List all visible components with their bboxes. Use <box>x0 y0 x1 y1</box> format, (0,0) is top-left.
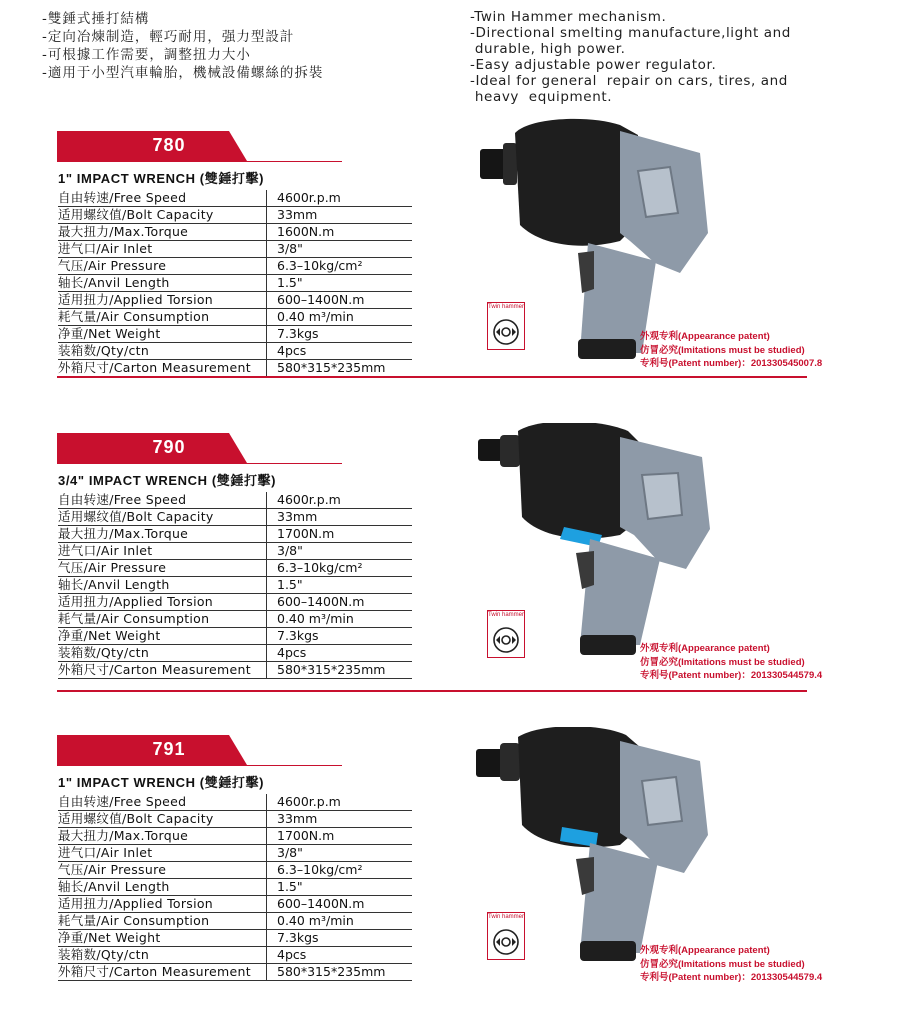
spec-value: 0.40 m³/min <box>267 913 413 930</box>
spec-label: 轴长/Anvil Length <box>58 879 267 896</box>
spec-value: 3/8" <box>267 845 413 862</box>
twin-hammer-badge <box>487 912 525 960</box>
table-row <box>58 811 412 828</box>
spec-value: 4600r.p.m <box>267 190 413 207</box>
spec-value: 4600r.p.m <box>267 794 413 811</box>
table-row <box>58 577 412 594</box>
twin-hammer-badge <box>487 610 525 658</box>
spec-label: 装箱数/Qty/ctn <box>58 947 267 964</box>
feature-en-2: -Directional smelting manufacture,light and <box>470 25 791 41</box>
spec-value: 4600r.p.m <box>267 492 413 509</box>
spec-label: 净重/Net Weight <box>58 930 267 947</box>
spec-value: 1.5" <box>267 275 413 292</box>
patent-info <box>640 642 822 683</box>
table-row <box>58 190 412 207</box>
spec-label: 适用螺纹值/Bolt Capacity <box>58 207 267 224</box>
spec-value: 1700N.m <box>267 828 413 845</box>
patent-line-1: 外观专利(Appearance patent) <box>640 331 770 342</box>
twin-hammer-icon <box>491 319 521 345</box>
spec-value: 0.40 m³/min <box>267 611 413 628</box>
product-title: 1" IMPACT WRENCH (雙錘打擊) <box>58 775 265 790</box>
table-row <box>58 509 412 526</box>
spec-value: 7.3kgs <box>267 628 413 645</box>
spec-value: 1600N.m <box>267 224 413 241</box>
table-row <box>58 611 412 628</box>
spec-label: 适用扭力/Applied Torsion <box>58 594 267 611</box>
spec-label: 外箱尺寸/Carton Measurement <box>58 360 267 377</box>
spec-value: 580*315*235mm <box>267 964 413 981</box>
table-row <box>58 258 412 275</box>
spec-label: 装箱数/Qty/ctn <box>58 645 267 662</box>
model-number: 791 <box>152 739 186 759</box>
spec-value: 1700N.m <box>267 526 413 543</box>
table-row <box>58 526 412 543</box>
spec-label: 装箱数/Qty/ctn <box>58 343 267 360</box>
spec-value: 7.3kgs <box>267 326 413 343</box>
spec-label: 轴长/Anvil Length <box>58 275 267 292</box>
spec-value: 3/8" <box>267 543 413 560</box>
table-row <box>58 964 412 981</box>
table-row <box>58 947 412 964</box>
table-row <box>58 560 412 577</box>
table-row <box>58 930 412 947</box>
spec-value: 600–1400N.m <box>267 292 413 309</box>
spec-label: 适用扭力/Applied Torsion <box>58 896 267 913</box>
feature-cn-1: -雙錘式捶打結構 <box>42 11 150 27</box>
spec-label: 耗气量/Air Consumption <box>58 611 267 628</box>
spec-value: 4pcs <box>267 645 413 662</box>
table-row <box>58 309 412 326</box>
spec-label: 气压/Air Pressure <box>58 258 267 275</box>
feature-cn-4: -適用于小型汽車輪胎，機械設備螺絲的拆裝 <box>42 65 324 81</box>
spec-table <box>58 794 412 981</box>
feature-en-4: -Easy adjustable power regulator. <box>470 57 717 73</box>
spec-value: 6.3–10kg/cm² <box>267 862 413 879</box>
feature-en-3: durable, high power. <box>470 41 626 57</box>
model-number: 790 <box>152 437 186 457</box>
spec-label: 最大扭力/Max.Torque <box>58 526 267 543</box>
table-row <box>58 879 412 896</box>
product-title: 1" IMPACT WRENCH (雙錘打擊) <box>58 171 265 186</box>
table-row <box>58 241 412 258</box>
model-number: 780 <box>152 135 186 155</box>
spec-value: 3/8" <box>267 241 413 258</box>
spec-label: 外箱尺寸/Carton Measurement <box>58 964 267 981</box>
patent-line-2: 仿冒必究(Imitations must be studied) <box>640 958 805 970</box>
table-row <box>58 594 412 611</box>
spec-label: 外箱尺寸/Carton Measurement <box>58 662 267 679</box>
table-row <box>58 862 412 879</box>
table-row <box>58 326 412 343</box>
section-divider <box>57 376 807 378</box>
spec-value: 6.3–10kg/cm² <box>267 560 413 577</box>
spec-label: 净重/Net Weight <box>58 326 267 343</box>
features-english <box>470 9 791 105</box>
table-row <box>58 492 412 509</box>
feature-en-6: heavy equipment. <box>470 89 613 105</box>
spec-label: 自由转速/Free Speed <box>58 492 267 509</box>
spec-label: 进气口/Air Inlet <box>58 543 267 560</box>
spec-label: 净重/Net Weight <box>58 628 267 645</box>
badge-text: Twin hammer <box>488 612 525 618</box>
table-row <box>58 275 412 292</box>
patent-line-1: 外观专利(Appearance patent) <box>640 945 770 956</box>
spec-value: 33mm <box>267 509 413 526</box>
table-row <box>58 828 412 845</box>
table-row <box>58 207 412 224</box>
spec-value: 6.3–10kg/cm² <box>267 258 413 275</box>
spec-value: 1.5" <box>267 577 413 594</box>
table-row <box>58 845 412 862</box>
product-title: 3/4" IMPACT WRENCH (雙錘打擊) <box>58 473 277 488</box>
table-row <box>58 543 412 560</box>
tab-underline <box>57 765 342 766</box>
feature-cn-3: -可根據工作需要，調整扭力大小 <box>42 47 251 63</box>
spec-label: 最大扭力/Max.Torque <box>58 224 267 241</box>
patent-line-2: 仿冒必究(Imitations must be studied) <box>640 344 805 356</box>
tab-underline <box>57 161 342 162</box>
features-chinese <box>42 10 323 82</box>
spec-label: 进气口/Air Inlet <box>58 845 267 862</box>
feature-en-1: -Twin Hammer mechanism. <box>470 9 667 25</box>
spec-label: 最大扭力/Max.Torque <box>58 828 267 845</box>
table-row <box>58 224 412 241</box>
spec-value: 33mm <box>267 207 413 224</box>
patent-info <box>640 944 822 985</box>
table-row <box>58 628 412 645</box>
spec-value: 1.5" <box>267 879 413 896</box>
spec-label: 耗气量/Air Consumption <box>58 309 267 326</box>
spec-label: 气压/Air Pressure <box>58 862 267 879</box>
spec-label: 适用扭力/Applied Torsion <box>58 292 267 309</box>
model-tab <box>57 735 247 765</box>
spec-label: 耗气量/Air Consumption <box>58 913 267 930</box>
spec-value: 7.3kgs <box>267 930 413 947</box>
patent-line-3: 专利号(Patent number)：201330545007.8 <box>640 358 823 369</box>
spec-table <box>58 492 412 679</box>
patent-line-2: 仿冒必究(Imitations must be studied) <box>640 656 805 668</box>
spec-value: 600–1400N.m <box>267 594 413 611</box>
spec-value: 4pcs <box>267 343 413 360</box>
spec-label: 气压/Air Pressure <box>58 560 267 577</box>
table-row <box>58 292 412 309</box>
spec-table <box>58 190 412 377</box>
spec-label: 自由转速/Free Speed <box>58 794 267 811</box>
spec-label: 适用螺纹值/Bolt Capacity <box>58 811 267 828</box>
patent-line-3: 专利号(Patent number)：201330544579.4 <box>640 972 823 983</box>
spec-value: 580*315*235mm <box>267 360 413 377</box>
table-row <box>58 913 412 930</box>
spec-label: 适用螺纹值/Bolt Capacity <box>58 509 267 526</box>
model-tab <box>57 131 247 161</box>
twin-hammer-badge <box>487 302 525 350</box>
spec-value: 600–1400N.m <box>267 896 413 913</box>
table-row <box>58 360 412 377</box>
twin-hammer-icon <box>491 929 521 955</box>
model-tab <box>57 433 247 463</box>
table-row <box>58 662 412 679</box>
feature-en-5: -Ideal for general repair on cars, tires, and <box>470 73 788 89</box>
spec-label: 自由转速/Free Speed <box>58 190 267 207</box>
feature-cn-2: -定向冶煉制造，輕巧耐用，强力型設計 <box>42 29 295 45</box>
spec-value: 580*315*235mm <box>267 662 413 679</box>
patent-info <box>640 330 822 371</box>
table-row <box>58 343 412 360</box>
table-row <box>58 645 412 662</box>
section-divider <box>57 690 807 692</box>
spec-value: 33mm <box>267 811 413 828</box>
spec-value: 4pcs <box>267 947 413 964</box>
patent-line-3: 专利号(Patent number)：201330544579.4 <box>640 670 823 681</box>
spec-label: 进气口/Air Inlet <box>58 241 267 258</box>
badge-text: Twin hammer <box>488 304 525 310</box>
spec-value: 0.40 m³/min <box>267 309 413 326</box>
twin-hammer-icon <box>491 627 521 653</box>
table-row <box>58 896 412 913</box>
patent-line-1: 外观专利(Appearance patent) <box>640 643 770 654</box>
tab-underline <box>57 463 342 464</box>
table-row <box>58 794 412 811</box>
spec-label: 轴长/Anvil Length <box>58 577 267 594</box>
badge-text: Twin hammer <box>488 914 525 920</box>
